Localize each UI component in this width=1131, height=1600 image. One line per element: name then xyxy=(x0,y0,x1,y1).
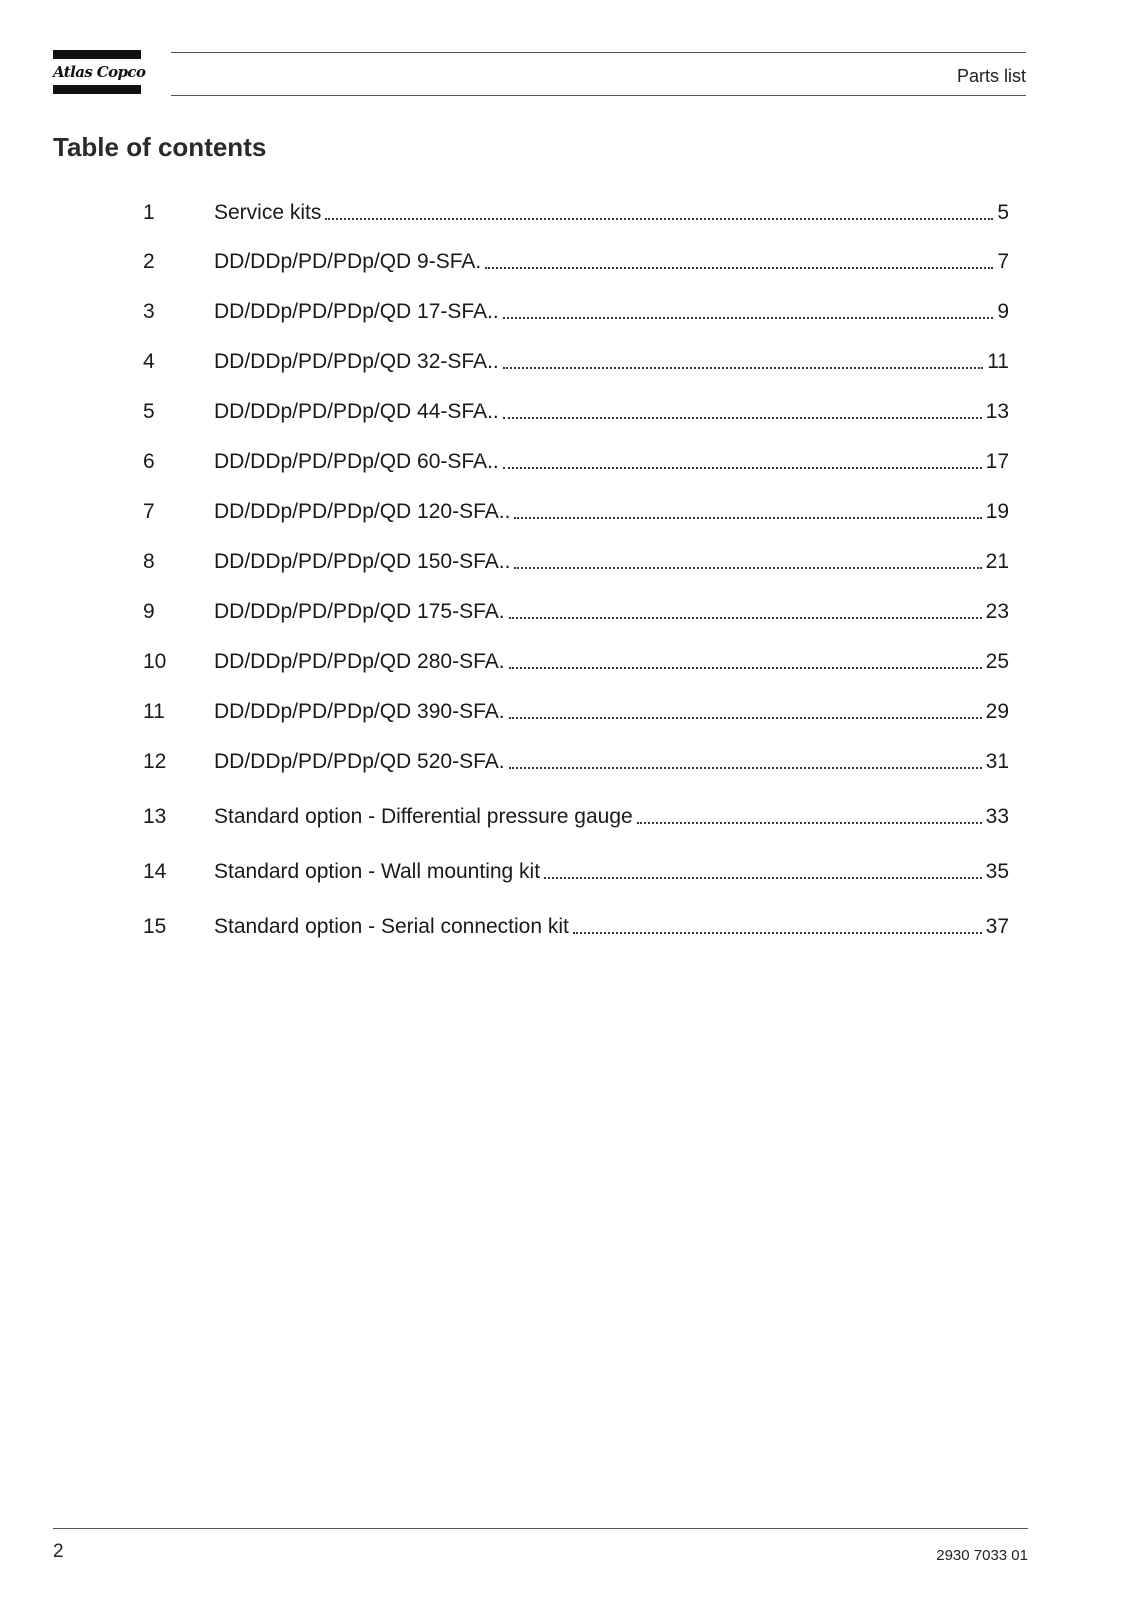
toc-entry-page: 9 xyxy=(997,300,1009,323)
toc-entry-title: DD/DDp/PD/PDp/QD 520-SFA. xyxy=(214,750,505,773)
toc-entry[interactable] xyxy=(143,913,1009,941)
logo-text: Atlas Copco xyxy=(53,63,146,81)
toc-entry-title: DD/DDp/PD/PDp/QD 150-SFA.. xyxy=(214,550,511,573)
toc-entry-title: Standard option - Serial connection kit xyxy=(214,915,569,938)
toc-dot-leader xyxy=(509,667,982,669)
footer-rule xyxy=(53,1528,1028,1529)
toc-entry-title: DD/DDp/PD/PDp/QD 9-SFA. xyxy=(214,250,482,273)
toc-entry[interactable] xyxy=(143,448,1009,476)
toc-entry[interactable] xyxy=(143,298,1009,326)
toc-entry[interactable] xyxy=(143,648,1009,676)
toc-entry-title: DD/DDp/PD/PDp/QD 44-SFA.. xyxy=(214,400,499,423)
toc-entry[interactable] xyxy=(143,248,1009,276)
toc-entry-page: 13 xyxy=(985,400,1009,423)
toc-dot-leader xyxy=(503,417,982,419)
toc-dot-leader xyxy=(509,767,982,769)
toc-dot-leader xyxy=(503,467,982,469)
toc-entry-title: Standard option - Wall mounting kit xyxy=(214,860,541,883)
toc-entry[interactable] xyxy=(143,348,1009,376)
toc-entry-page: 33 xyxy=(985,805,1009,828)
toc-entry-number: 1 xyxy=(143,201,155,224)
document-type: Parts list xyxy=(956,66,1026,86)
toc-dot-leader xyxy=(637,822,982,824)
toc-entry-title: Service kits xyxy=(214,201,322,224)
toc-dot-leader xyxy=(509,717,982,719)
toc-entry-number: 11 xyxy=(143,700,165,723)
toc-entry-number: 9 xyxy=(143,600,155,623)
logo-bar-bottom xyxy=(53,85,141,94)
toc-entry-page: 21 xyxy=(985,550,1009,573)
toc-entry-number: 7 xyxy=(143,500,155,523)
toc-entry-title: DD/DDp/PD/PDp/QD 390-SFA. xyxy=(214,700,505,723)
toc-dot-leader xyxy=(485,267,993,269)
toc-entry-number: 3 xyxy=(143,300,155,323)
toc-entry-page: 35 xyxy=(985,860,1009,883)
toc-entry-title: DD/DDp/PD/PDp/QD 120-SFA.. xyxy=(214,500,511,523)
toc-entry-number: 14 xyxy=(143,860,167,883)
toc-entry[interactable] xyxy=(143,548,1009,576)
toc-entry-title: DD/DDp/PD/PDp/QD 32-SFA.. xyxy=(214,350,499,373)
toc-entry-number: 6 xyxy=(143,450,155,473)
toc-entry-number: 4 xyxy=(143,350,155,373)
toc-entry-page: 23 xyxy=(985,600,1009,623)
toc-entry-page: 11 xyxy=(987,350,1009,373)
toc-entry-title: DD/DDp/PD/PDp/QD 175-SFA. xyxy=(214,600,505,623)
toc-dot-leader xyxy=(514,567,981,569)
toc-entry-title: DD/DDp/PD/PDp/QD 280-SFA. xyxy=(214,650,505,673)
toc-entry[interactable] xyxy=(143,698,1009,726)
toc-entry[interactable] xyxy=(143,199,1009,227)
toc-entry[interactable] xyxy=(143,598,1009,626)
toc-entry-title: Standard option - Differential pressure gauge xyxy=(214,805,633,828)
page-number: 2 xyxy=(53,1541,64,1562)
toc-entry[interactable] xyxy=(143,498,1009,526)
toc-entry-title: DD/DDp/PD/PDp/QD 60-SFA.. xyxy=(214,450,499,473)
toc-entry-page: 37 xyxy=(985,915,1009,938)
toc-entry-page: 17 xyxy=(985,450,1009,473)
toc-entry[interactable] xyxy=(143,398,1009,426)
toc-dot-leader xyxy=(325,218,993,220)
toc-entry[interactable] xyxy=(143,858,1009,886)
toc-entry-number: 15 xyxy=(143,915,167,938)
table-of-contents xyxy=(143,0,1009,1000)
toc-dot-leader xyxy=(509,617,982,619)
toc-entry[interactable] xyxy=(143,803,1009,831)
logo-bar-top xyxy=(53,50,141,59)
atlas-copco-logo xyxy=(53,50,146,94)
toc-dot-leader xyxy=(573,932,982,934)
toc-entry-number: 2 xyxy=(143,250,155,273)
document-number: 2930 7033 01 xyxy=(936,1547,1028,1564)
toc-entry-page: 5 xyxy=(997,201,1009,224)
toc-dot-leader xyxy=(514,517,981,519)
toc-dot-leader xyxy=(503,367,983,369)
toc-entry-page: 7 xyxy=(997,250,1009,273)
page-title: Table of contents xyxy=(53,132,267,162)
toc-entry-number: 10 xyxy=(143,650,167,673)
toc-entry[interactable] xyxy=(143,748,1009,776)
toc-entry-page: 31 xyxy=(985,750,1009,773)
toc-entry-number: 5 xyxy=(143,400,155,423)
toc-entry-page: 25 xyxy=(985,650,1009,673)
toc-entry-number: 12 xyxy=(143,750,167,773)
toc-dot-leader xyxy=(503,317,993,319)
toc-entry-page: 19 xyxy=(985,500,1009,523)
toc-entry-page: 29 xyxy=(985,700,1009,723)
toc-dot-leader xyxy=(544,877,982,879)
toc-entry-number: 8 xyxy=(143,550,155,573)
toc-entry-title: DD/DDp/PD/PDp/QD 17-SFA.. xyxy=(214,300,499,323)
toc-entry-number: 13 xyxy=(143,805,167,828)
